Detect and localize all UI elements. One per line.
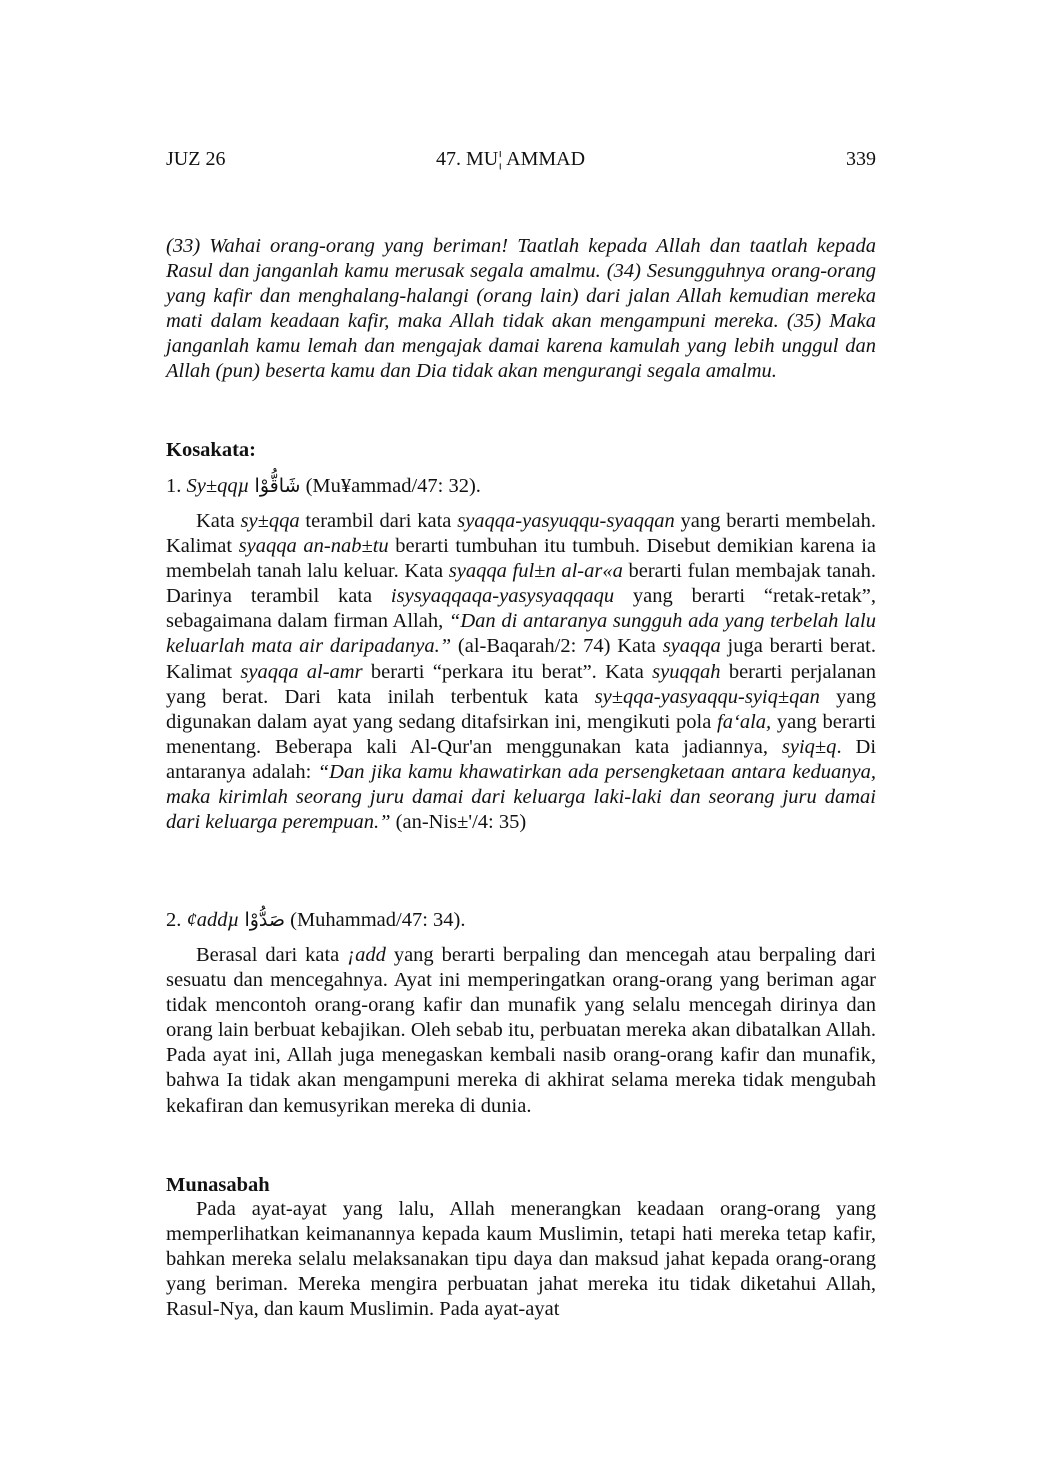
text-run-italic: isysyaqqaqa-yasysyaqqaqu [390, 585, 615, 608]
term-reference: (Mu¥ammad/47: 32). [305, 475, 481, 497]
text-run: juga berarti berat. Kalimat [166, 635, 876, 683]
text-run-italic: syaqqa-yasyuqqu-syaqqan [457, 510, 675, 532]
quoted-verse: “Dan di antaranya sungguh ada yang terbelah lalu keluarlah mata air daripadanya.” [166, 610, 876, 658]
term-arabic: صَدُّوْا [244, 909, 285, 931]
kosakata-item-1-title [166, 474, 876, 499]
term-transliteration: ¢addµ [186, 909, 240, 931]
text-run-italic: sy±qqa [240, 510, 300, 532]
text-run-italic: syiq±q [781, 735, 837, 758]
text-run: berarti “perkara itu berat”. Kata [362, 660, 653, 683]
quoted-verse: “Dan jika kamu khawatirkan ada persengketaan antara keduanya, maka kirimlah seorang juru damai dari keluarga laki-laki dan seorang juru damai dari keluarga perempuan.” [166, 760, 876, 834]
text-run: berarti perjalanan yang berat. Dari kata inilah terbentuk kata [166, 660, 876, 708]
term-arabic: شَاقُّوْا [254, 475, 301, 497]
text-run-italic: syaqqa ful±n al-ar«a [448, 560, 623, 583]
kosakata-item-2-explanation [166, 943, 876, 1119]
surah-title: 47. MU¦ AMMAD [436, 148, 586, 170]
text-run-italic: syuqqah [652, 660, 721, 683]
text-run-italic: syaqqa al-amr [240, 660, 363, 683]
text-run: yang berarti menentang. Beberapa kali Al-Qur'an menggunakan kata jadiannya, [166, 710, 876, 758]
text-run-italic: syaqqa an-nab±tu [238, 535, 389, 558]
text-run-italic: ¡add [347, 944, 386, 966]
term-transliteration: Sy±qqµ [186, 475, 250, 497]
text-run-italic: sy±qqa-yasyaqqu-syiq±qan [594, 685, 820, 708]
kosakata-heading: Kosakata: [166, 439, 256, 461]
text-run: (al-Baqarah/2: 74) Kata [451, 635, 663, 658]
item-number: 1. [166, 475, 182, 497]
text-run: yang berarti “retak-retak”, sebagaimana dalam firman Allah, [166, 585, 876, 633]
text-run: berarti fulan membajak tanah. Darinya terambil kata [166, 560, 877, 608]
text-run: yang berarti berpaling dan mencegah atau berpaling dari sesuatu dan mencegahnya. Ayat ini memperingatkan orang-orang yang beriman agar tidak mencontoh orang-orang kafir dan munafik yang selalu mencegah dirinya dan orang lain berbuat kebajikan. Oleh sebab itu, perbuatan mereka akan dibatalkan Allah. Pada ayat ini, Allah juga menegaskan kembali nasib orang-orang kafir dan munafik, bahwa Ia tidak akan mengampuni mereka di akhirat selama mereka tidak mengubah kekafiran dan kemusyrikan mereka di dunia. [166, 944, 876, 1117]
term-reference: (Muhammad/47: 34). [290, 909, 466, 931]
text-run: yang digunakan dalam ayat yang sedang ditafsirkan ini, mengikuti pola [166, 685, 876, 733]
munasabah-heading: Munasabah [166, 1174, 270, 1196]
text-run: Berasal dari kata [196, 944, 348, 966]
verse-translation: (33) Wahai orang-orang yang beriman! Taatlah kepada Allah dan taatlah kepada Rasul dan janganlah kamu merusak segala amalmu. (34) Sesungguhnya orang-orang yang kafir dan menghalang-halangi (orang lain) dari jalan Allah kemudian mereka mati dalam keadaan kafir, maka Allah tidak akan mengampuni mereka. (35) Maka janganlah kamu lemah dan mengajak damai karena kamulah yang lebih unggul dan Allah (pun) beserta kamu dan Dia tidak akan mengurangi segala amalmu. [166, 235, 876, 383]
text-run: terambil dari kata [299, 510, 458, 532]
text-run: . Di antaranya adalah: [166, 735, 877, 783]
juz-label: JUZ 26 [166, 148, 226, 170]
text-run-italic: fa‘ala, [717, 710, 772, 733]
text-run: Kata [196, 510, 241, 532]
page-number: 339 [846, 148, 876, 170]
text-run: yang berarti membelah. Kalimat [166, 510, 877, 558]
kosakata-item-2-title [166, 908, 876, 933]
munasabah-text: Pada ayat-ayat yang lalu, Allah menerangkan keadaan orang-orang yang memperlihatkan keimanannya kepada kaum Muslimin, tetapi hati mereka tetap kafir, bahkan mereka selalu melaksanakan tipu daya dan maksud jahat kepada orang-orang yang beriman. Mereka mengira perbuatan jahat mereka itu tidak diketahui Allah, Rasul-Nya, dan kaum Muslimin. Pada ayat-ayat [166, 1198, 876, 1321]
text-run: (an-Nis±'/4: 35) [390, 811, 527, 834]
kosakata-item-1-explanation [166, 509, 876, 835]
text-run: berarti tumbuhan itu tumbuh. Disebut demikian karena ia membelah tanah lalu keluar. Kata [166, 535, 876, 583]
item-number: 2. [166, 909, 182, 931]
page-header [166, 146, 876, 172]
text-run-italic: syaqqa [662, 635, 721, 658]
